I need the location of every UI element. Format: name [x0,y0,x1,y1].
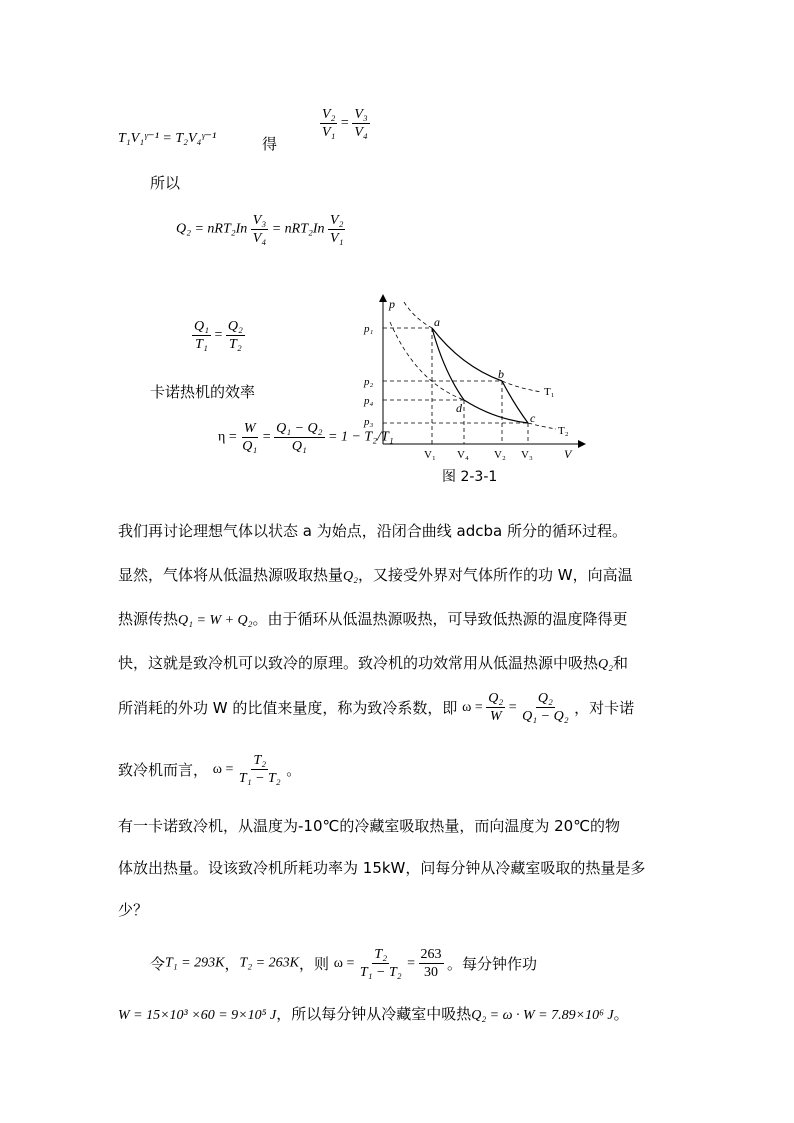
tick-p2: p₂ [364,376,374,388]
denominator: V₄ [354,125,368,140]
text: 和 [613,654,629,672]
tick-v4: V₄ [457,449,469,461]
isotherm-t1-ext-left [404,302,432,328]
equation-efficiency: η = $\frac{W}{\text{Q₁}}$ = $\frac{\text{Q₁ − Q₂}}{\text{Q₁}}$ = 1 − T₂/T₁ [218,421,394,454]
text: ，则 [298,955,329,973]
curve-dc-isotherm [464,400,528,423]
text: 。每分钟作功 [447,955,538,973]
numerator: T₂ [253,753,267,768]
denominator: W [489,709,502,724]
para3-line2 [118,1003,688,1024]
numerator: W [243,421,256,436]
denominator: Q₁ − Q₂ [522,709,569,724]
denominator: V₁ [322,125,336,140]
numerator: Q₁ − Q₂ [276,421,323,436]
fraction-v2-v1 [320,106,337,141]
fraction-q2-t2 [226,318,245,353]
tick-v3: V₃ [521,449,533,461]
text: 显然，气体将从低温热源吸取热量 [118,566,344,584]
equation-q2-mid: = nRT₂In [271,221,325,237]
text: ，又接受外界对气体所作的功 W，向高温 [358,566,633,584]
word-de: 得 [262,135,278,153]
tick-p1: p₁ [364,323,374,335]
fraction-t2-t1-t2 [237,752,283,787]
text: 致冷机而言， [118,761,209,779]
denominator: Q₁ [242,439,258,454]
numerator: T₂ [374,947,388,962]
numerator: 263 [420,947,442,962]
fraction-v2-v1 [328,212,345,247]
denominator: T₁ [195,337,208,352]
text: ，所以每分钟从冷藏室中吸热 [276,1005,472,1023]
omega-symbol: ω = [333,955,355,971]
fraction-263-30 [419,946,444,981]
eta-symbol: η = [218,429,237,445]
equation-q-over-t: $\frac{\text{Q₁}}{\text{T₁}}$ = $\frac{\text{Q₂}}{\text{T₂}}$ [194,319,243,352]
fraction-q1-minus-q2 [274,420,324,455]
math-work: W = 15×10³ ×60 = 9×10⁵ J [118,1008,277,1023]
numerator: Q₂ [537,691,553,706]
math-t2: T₂ = 263K [239,955,299,971]
text: 。由于循环从低温热源吸热，可导致低热源的温度降得更 [252,610,628,628]
math-q2: Q₂ [343,569,358,584]
fraction-q2-q1-q2 [520,690,570,725]
point-d-label: d [456,401,462,415]
para2-line1: 有一卡诺致冷机，从温度为-10℃的冷藏室吸取热量，而向温度为 20℃的物 [118,817,621,835]
denominator: 30 [424,965,439,980]
fraction-q2-w [486,690,505,725]
math-omega-carnot [212,753,286,786]
isotherm-t1-label: T₁ [544,386,555,398]
fraction-v3-v4 [352,106,369,141]
tick-v1: V₁ [424,449,436,461]
p-axis-label: p [389,297,395,311]
equation-q2 [176,212,345,247]
text: 令 [150,955,166,973]
curve-ad-adiabat [432,328,464,400]
omega-symbol: ω = [462,699,483,715]
text: 。 [286,761,302,779]
para1-line4 [118,652,678,673]
math-q2: Q₂ [598,657,613,672]
denominator: T₂ [229,337,242,352]
para2-line3: 少？ [118,901,149,919]
denominator: T₁ − T₂ [238,771,281,786]
efficiency-tail: = 1 − T₂/T₁ [328,429,394,445]
curve-bc-adiabat [502,381,528,423]
math-t1: T₁ = 293K [165,955,225,971]
v-axis-label: V [564,447,572,461]
text: ，对卡诺 [574,699,635,717]
efficiency-label: 卡诺热机的效率 [150,383,256,401]
point-b-label: b [498,367,504,381]
math-heat: Q₂ = ω · W = 7.89×10⁶ J [471,1008,614,1023]
curve-ab-isotherm [432,328,502,381]
word-suoyi: 所以 [150,174,181,192]
figure-caption: 图 2-3-1 [442,469,498,485]
para1-line5 [118,690,678,725]
equation-q2-lhs: Q₂ = nRT₂In [176,221,248,237]
point-c-label: c [530,411,536,425]
para1-line3 [118,608,678,629]
numerator: V₂ [330,213,344,228]
isotherm-t2-label: T₂ [558,425,569,437]
math-q1-eq: Q₁ = W + Q₂ [178,613,253,628]
fraction-t2-t1-t2 [358,946,404,981]
para1-line1: 我们再讨论理想气体以状态 a 为始点，沿闭合曲线 adcba 所分的循环过程。 [118,522,627,540]
text: 。 [613,1005,629,1023]
numerator: Q₂ [227,319,243,334]
tick-p3: p₃ [364,416,374,428]
isotherm-t2-ext-left [390,322,464,400]
para1-line6 [118,752,678,787]
para1-line2 [118,564,678,585]
denominator: Q₁ [291,439,307,454]
para2-line2: 体放出热量。设该致冷机所耗功率为 15kW，问每分钟从冷藏室吸取的热量是多 [118,859,646,877]
pv-diagram [356,292,596,462]
denominator: T₁ − T₂ [359,965,402,980]
equation-adiabatic [118,130,216,147]
numerator: V₃ [252,213,267,228]
denominator: V₁ [330,231,344,246]
fraction-q1-t1 [192,318,211,353]
numerator: V₂ [322,107,336,122]
tick-v2: V₂ [494,449,506,461]
omega-symbol: ω = [212,761,234,777]
isotherm-t1-ext-right [502,381,542,392]
numerator: Q₁ [194,319,209,334]
tick-p4: p₄ [364,395,374,407]
point-a-label: a [434,315,440,329]
para3-line1 [150,946,710,981]
fraction-v3-v4 [251,212,268,247]
equation-adiabatic-lhs: T₁V₁ᵞ⁻¹ = T₂V₄ᵞ⁻¹ [118,131,217,146]
numerator: V₃ [354,107,368,122]
denominator: V₄ [252,231,267,246]
text: ， [224,955,240,973]
numerator: Q₂ [488,691,504,706]
text: 快，这就是致冷机可以致冷的原理。致冷机的功效常用从低温热源中吸热 [118,654,599,672]
math-omega-value: ω = $\frac{\text{T₂}}{\text{T₁ − T₂}}$ = $\frac{263}{30}$ [333,947,442,980]
text: 热源传热 [118,610,179,628]
text: 所消耗的外功 W 的比值来量度，称为致冷系数，即 [118,699,458,717]
fraction-w-q1 [240,420,259,455]
math-omega-def: ω = $\frac{\text{Q₂}}{W}$ = $\frac{\text{Q₂}}{\text{Q₁ − Q₂}}$ [462,691,569,724]
equation-volume-ratio: $\frac{\text{V₂}}{\text{V₁}}$ = $\frac{\text{V₃}}{\text{V₄}}$ [322,107,368,140]
